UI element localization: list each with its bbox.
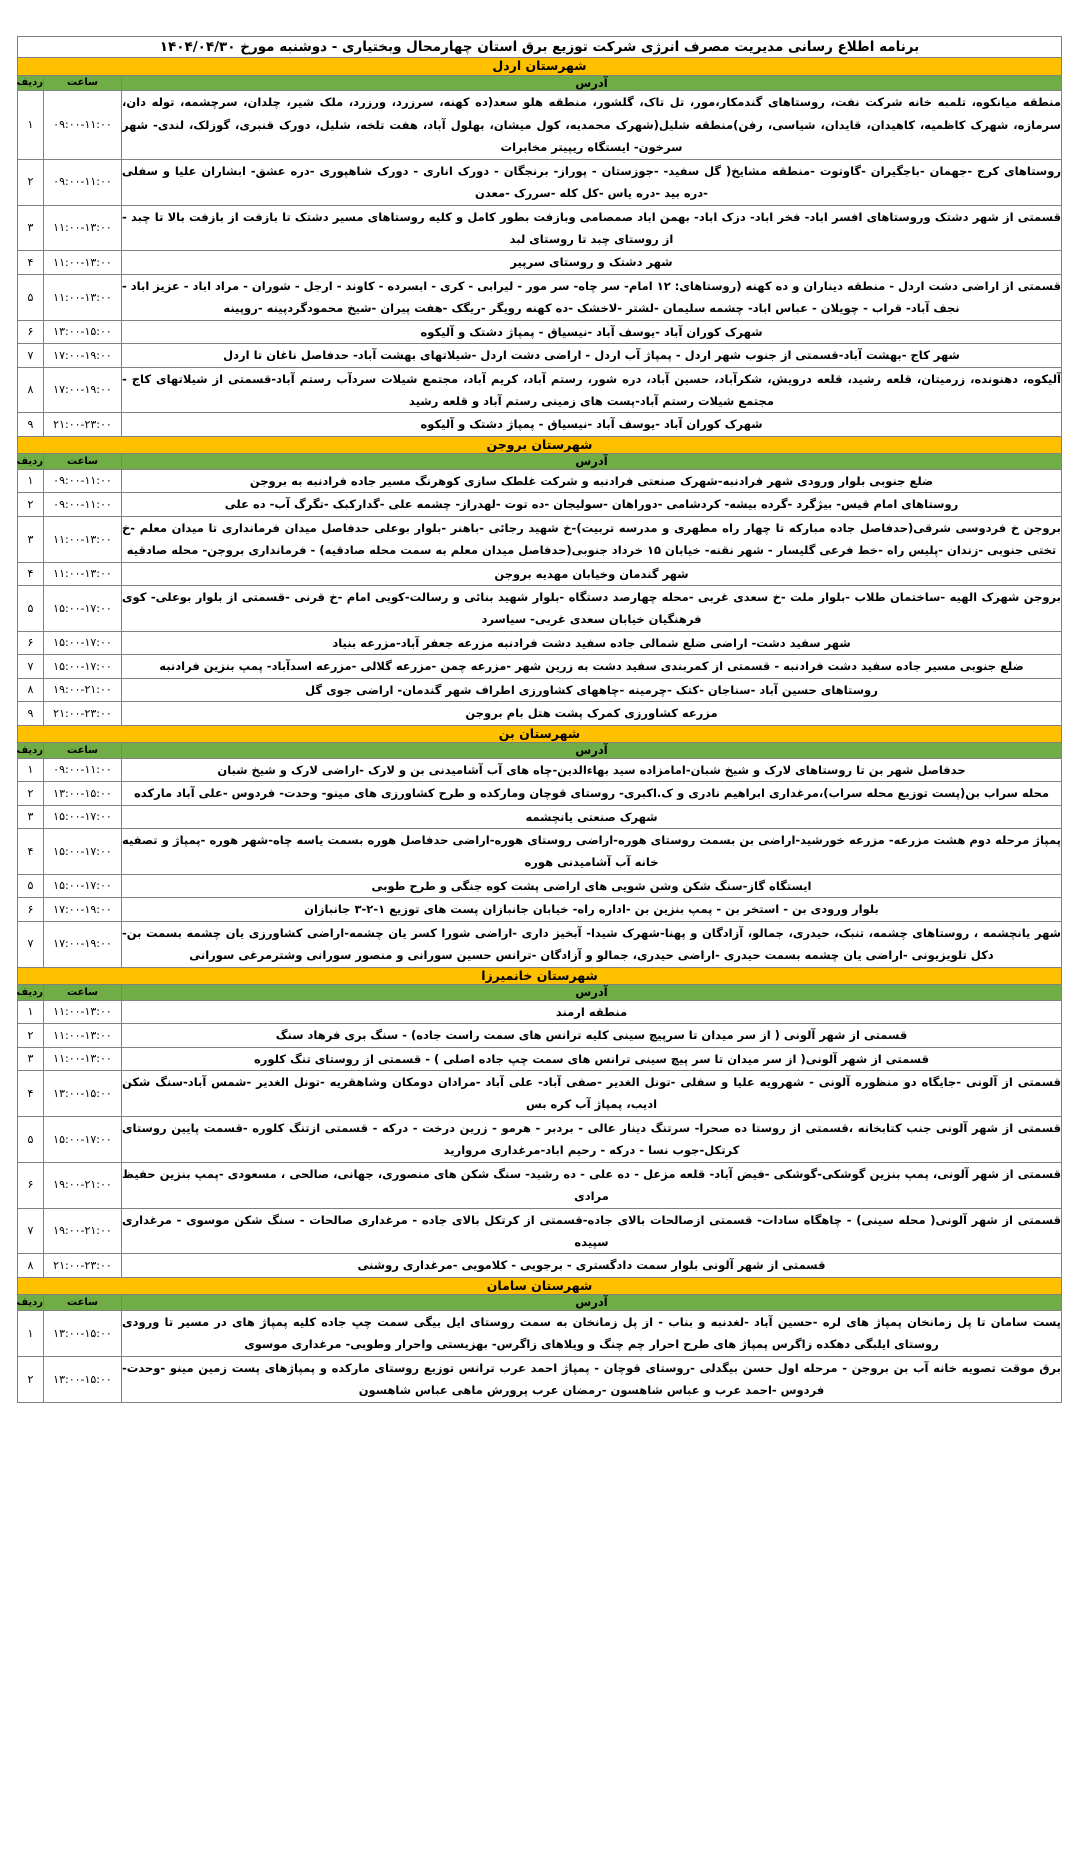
- column-header-index: ردیف: [17, 1295, 43, 1311]
- outage-address: منطقه ارمند: [122, 1000, 1062, 1023]
- column-header-index: ردیف: [17, 454, 43, 470]
- outage-address: شهر دشتک و روستای سرپیر: [122, 251, 1062, 274]
- column-header-index: ردیف: [17, 75, 43, 91]
- city-band-row: [17, 725, 1061, 742]
- outage-time: ۱۷:۰۰-۱۹:۰۰: [44, 367, 122, 413]
- outage-index: ۳: [17, 516, 43, 562]
- outage-index: ۲: [17, 159, 43, 205]
- column-header-address: آدرس: [122, 984, 1062, 1000]
- outage-time: ۱۳:۰۰-۱۵:۰۰: [44, 1356, 122, 1402]
- column-header-address: آدرس: [122, 742, 1062, 758]
- outage-address: قسمتی از شهر آلونی بلوار سمت دادگستری - برجویی - کلامویی -مرغداری روشنی: [122, 1254, 1062, 1277]
- column-header-row: [17, 454, 1061, 470]
- column-header-address: آدرس: [122, 454, 1062, 470]
- outage-time: ۱۵:۰۰-۱۷:۰۰: [44, 1116, 122, 1162]
- outage-address: بروجن شهرک الهیه -ساختمان طلاب -بلوار ملت -خ سعدی غربی -محله چهارصد دستگاه -بلوار شهید بنائی و رسالت-کویی امام -خ قرنی -قسمتی از بلوار بوعلی- کوی فرهنگیان خیابان سعدی غربی- سیاسرد: [122, 586, 1062, 632]
- table-row: [17, 91, 1061, 159]
- outage-index: ۴: [17, 562, 43, 585]
- table-row: [17, 678, 1061, 701]
- outage-index: ۹: [17, 413, 43, 436]
- table-row: [17, 344, 1061, 367]
- table-row: [17, 1356, 1061, 1402]
- outage-index: ۲: [17, 493, 43, 516]
- table-row: [17, 782, 1061, 805]
- outage-index: ۲: [17, 1356, 43, 1402]
- table-row: [17, 159, 1061, 205]
- table-row: [17, 921, 1061, 967]
- outage-index: ۳: [17, 805, 43, 828]
- outage-address: قسمتی از آلونی -جایگاه دو منظوره آلونی - شهرویه علیا و سفلی -تونل الغدیر -صفی آباد- علی آباد -مرادان دومکان وشاهقریه -تونل الغدیر -شمس آباد-سنگ شکن ادیب، پمپاژ آب کره بس: [122, 1071, 1062, 1117]
- table-row: [17, 205, 1061, 251]
- outage-index: ۱: [17, 469, 43, 492]
- city-band-row: [17, 58, 1061, 75]
- table-row: [17, 586, 1061, 632]
- table-row: [17, 805, 1061, 828]
- outage-address: محله سراب بن(پست توزیع محله سراب)،مرغداری ابراهیم نادری و ک.اکبری- روستای قوچان ومارکده و طرح کشاورزی های مینو- وحدت- فردوس -علی آباد مارکده: [122, 782, 1062, 805]
- table-row: [17, 562, 1061, 585]
- outage-time: ۱۳:۰۰-۱۵:۰۰: [44, 1311, 122, 1357]
- outage-index: ۱: [17, 758, 43, 781]
- column-header-time: ساعت: [44, 742, 122, 758]
- outage-index: ۶: [17, 320, 43, 343]
- table-row: [17, 631, 1061, 654]
- outage-time: ۱۱:۰۰-۱۳:۰۰: [44, 1047, 122, 1070]
- outage-index: ۷: [17, 655, 43, 678]
- outage-address: قسمتی از شهر آلونی، پمپ بنزین گوشکی-گوشکی -فیض آباد- قلعه مزعل - ده علی - ده رشید- سنگ شکن های منصوری، جهانی، صالحی ، مسعودی -پمپ بنزین حفیظ مرادی: [122, 1162, 1062, 1208]
- table-row: [17, 320, 1061, 343]
- outage-index: ۵: [17, 274, 43, 320]
- outage-address: برق موقت تصویه خانه آب بن بروجن - مرحله اول حسن بیگدلی -روستای قوچان - پمپاژ احمد عرب ترانس توزیع روستای مارکده و پمپاژهای پست زمین مینو -وحدت- فردوس -احمد عرب و عباس شاهسون -رمضان عرب پرورش ماهی عباس شاهسون: [122, 1356, 1062, 1402]
- outage-address: قسمتی از اراضی دشت اردل - منطقه دیناران و ده کهنه (روستاهای: ۱۲ امام- سر چاه- سر مور - لیرابی - کری - ابسرده - کاوند - ارجل - شوران - مراد اباد - عزیز اباد - نجف آباد- قراب - چویلان - عباس اباد- چشمه سلیمان -لشتر -لاخشک -ده کهنه رویگر -ریگک -هفت پیران -شیخ محمودگردپینه -روپینه: [122, 274, 1062, 320]
- table-row: [17, 829, 1061, 875]
- outage-address: شهر سفید دشت- اراضی ضلع شمالی جاده سفید دشت فرادنبه مزرعه جعفر آباد-مزرعه بنیاد: [122, 631, 1062, 654]
- outage-time: ۱۵:۰۰-۱۷:۰۰: [44, 631, 122, 654]
- column-header-row: [17, 75, 1061, 91]
- outage-time: ۲۱:۰۰-۲۳:۰۰: [44, 413, 122, 436]
- table-row: [17, 1024, 1061, 1047]
- outage-address: حدفاصل شهر بن تا روستاهای لارک و شیخ شبان-امامزاده سید بهاءالدین-چاه های آب آشامیدنی بن و لارک -اراضی لارک و شیخ شبان: [122, 758, 1062, 781]
- outage-address: شهر گندمان وخیابان مهدیه بروجن: [122, 562, 1062, 585]
- table-row: [17, 367, 1061, 413]
- outage-time: ۱۷:۰۰-۱۹:۰۰: [44, 344, 122, 367]
- table-row: [17, 413, 1061, 436]
- table-row: [17, 274, 1061, 320]
- outage-address: منطقه میانکوه، تلمبه خانه شرکت نفت، روستاهای گندمکار،مور، تل تاک، گلشور، منطقه هلو سعد(ده کهنه، سرزرد، ورزرد، ملک شیر، چلدان، سرچشمه، توله دان، سرمازه، شهرک کاظمیه، کاهیدان، قایدان، شیاسی، رفن)منطقه شلیل(شهرک محمدیه، کول میشان، بهلول آباد، هفت تلخه، شلیل، دورک قنبری، گوزلک، لندی- شهر سرخون- ایستگاه ریپیتر مخابرات: [122, 91, 1062, 159]
- outage-address: شهرک کوران آباد -یوسف آباد -نیسیاق - پمپاژ دشتک و آلیکوه: [122, 320, 1062, 343]
- outage-index: ۴: [17, 829, 43, 875]
- outage-time: ۲۱:۰۰-۲۳:۰۰: [44, 702, 122, 725]
- outage-time: ۱۹:۰۰-۲۱:۰۰: [44, 1208, 122, 1254]
- column-header-row: [17, 1295, 1061, 1311]
- outage-address: پست سامان تا پل زمانخان پمپاژ های لره -حسین آباد -لغدنبه و بناب - از پل زمانخان به سمت روستای ایل بیگی سمت چپ جاده کلیه پمپاژ های در مسیر تا ورودی روستای ایلبگی دهکده زاگرس پمپاژ های طرح احرار چم چنگ و ویلاهای زاگرس- بهزیستی واحرار وطوبی- مرغداری موسوی: [122, 1311, 1062, 1357]
- outage-address: ایستگاه گاز-سنگ شکن وشن شویی های اراضی پشت کوه جنگی و طرح طوبی: [122, 874, 1062, 897]
- outage-address: ضلع جنوبی بلوار ورودی شهر فرادنبه-شهرک صنعتی فرادنبه و شرکت غلطک سازی کوهرنگ مسیر جاده فرادنبه به بروجن: [122, 469, 1062, 492]
- table-row: [17, 1116, 1061, 1162]
- table-row: [17, 493, 1061, 516]
- outage-address: ضلع جنوبی مسیر جاده سفید دشت فرادنبه - قسمتی از کمربندی سفید دشت به زرین شهر -مزرعه چمن -مزرعه گلالی -مزرعه اسدآباد- پمپ بنزین فرادنبه: [122, 655, 1062, 678]
- outage-index: ۹: [17, 702, 43, 725]
- city-band-row: [17, 436, 1061, 453]
- outage-time: ۱۵:۰۰-۱۷:۰۰: [44, 655, 122, 678]
- table-row: [17, 1000, 1061, 1023]
- outage-address: شهر کاج -بهشت آباد-قسمتی از جنوب شهر اردل - پمپاژ آب اردل - اراضی دشت اردل -شیلاتهای بهشت آباد- حدفاصل ناغان تا اردل: [122, 344, 1062, 367]
- outage-time: ۱۱:۰۰-۱۳:۰۰: [44, 205, 122, 251]
- column-header-index: ردیف: [17, 984, 43, 1000]
- outage-time: ۱۱:۰۰-۱۳:۰۰: [44, 1000, 122, 1023]
- column-header-time: ساعت: [44, 75, 122, 91]
- city-band-row: [17, 1277, 1061, 1294]
- outage-index: ۲: [17, 782, 43, 805]
- outage-time: ۰۹:۰۰-۱۱:۰۰: [44, 91, 122, 159]
- outage-address: پمپاژ مرحله دوم هشت مزرعه- مزرعه خورشید-اراضی بن بسمت روستای هوره-اراضی روستای هوره-اراضی حدفاصل هوره بسمت یاسه چاه-شهر هوره -پمپاژ و تصفیه خانه آب آشامیدنی هوره: [122, 829, 1062, 875]
- outage-index: ۷: [17, 921, 43, 967]
- outage-address: روستاهای امام قیس- بیژگرد -گرده بیشه- کردشامی -دوراهان -سولیجان -ده توت -لهدراز- چشمه علی -گدارکبک -تگرگ آب- ده علی: [122, 493, 1062, 516]
- outage-address: بروجن خ فردوسی شرقی(حدفاصل جاده مبارکه تا چهار راه مطهری و مدرسه تربیت)-خ شهید رجائی -باهنر -بلوار بوعلی حدفاصل میدان فرمانداری تا میدان معلم -خ تختی جنوبی -زندان -پلیس راه -خط فرعی گلیسار - شهر نقنه- خیابان ۱۵ خرداد جنوبی(حدفاصل میدان معلم به سمت محله صادقیه) - فرمانداری بروجن- محله صادقیه: [122, 516, 1062, 562]
- city-name: شهرستان سامان: [17, 1277, 1061, 1294]
- outage-address: قسمتی از شهر آلونی( محله سینی) - چاهگاه سادات- قسمتی ازصالحات بالای جاده-قسمتی از کرتکل بالای جاده - مرغداری صالحات - سنگ شکن موسوی - مرغداری سپیده: [122, 1208, 1062, 1254]
- table-row: [17, 655, 1061, 678]
- outage-time: ۱۷:۰۰-۱۹:۰۰: [44, 898, 122, 921]
- outage-time: ۱۵:۰۰-۱۷:۰۰: [44, 874, 122, 897]
- column-header-row: [17, 984, 1061, 1000]
- city-name: شهرستان بن: [17, 725, 1061, 742]
- outage-index: ۸: [17, 1254, 43, 1277]
- city-name: شهرستان خانمیرزا: [17, 967, 1061, 984]
- table-row: [17, 702, 1061, 725]
- outage-time: ۱۱:۰۰-۱۳:۰۰: [44, 274, 122, 320]
- outage-time: ۱۱:۰۰-۱۳:۰۰: [44, 516, 122, 562]
- outage-address: روستاهای کرج -جهمان -باجگیران -گاوتوت -منطقه مشایخ( گل سفید- -جوزستان - پوراز- برنجگان - دورک اناری - دورک شاهپوری -دره عشق- ابشاران علیا و سفلی -دره بید -دره یاس -کل کله -سررک -معدن: [122, 159, 1062, 205]
- outage-address: قسمتی از شهر آلونی ( از سر میدان تا سرپیچ سینی کلیه ترانس های سمت راست جاده) - سنگ بری فرهاد سنگ: [122, 1024, 1062, 1047]
- column-header-time: ساعت: [44, 1295, 122, 1311]
- outage-index: ۶: [17, 1162, 43, 1208]
- table-row: [17, 469, 1061, 492]
- outage-address: بلوار ورودی بن - استخر بن - پمپ بنزین بن -اداره راه- خیابان جانبازان پست های توزیع ۱-۲-۳ جانبازان: [122, 898, 1062, 921]
- outage-index: ۸: [17, 367, 43, 413]
- outage-address: آلیکوه، دهنونده، زرمیتان، قلعه رشید، قلعه درویش، شکرآباد، حسین آباد، دره شور، رستم آباد، کریم آباد، مجتمع شیلات سردآب رستم آباد-قسمتی از شیلاتهای کاج - مجتمع شیلات رستم آباد-پست های زمینی رستم آباد و قلعه رشید: [122, 367, 1062, 413]
- outage-time: ۰۹:۰۰-۱۱:۰۰: [44, 758, 122, 781]
- table-row: [17, 1311, 1061, 1357]
- outage-time: ۱۹:۰۰-۲۱:۰۰: [44, 1162, 122, 1208]
- document-title-row: [17, 37, 1061, 58]
- city-band-row: [17, 967, 1061, 984]
- outage-time: ۱۵:۰۰-۱۷:۰۰: [44, 829, 122, 875]
- outage-time: ۱۹:۰۰-۲۱:۰۰: [44, 678, 122, 701]
- column-header-time: ساعت: [44, 984, 122, 1000]
- table-row: [17, 1254, 1061, 1277]
- outage-index: ۵: [17, 1116, 43, 1162]
- city-name: شهرستان بروجن: [17, 436, 1061, 453]
- column-header-address: آدرس: [122, 1295, 1062, 1311]
- outage-address: شهرک کوران آباد -یوسف آباد -نیسیاق - پمپاژ دشتک و آلیکوه: [122, 413, 1062, 436]
- column-header-address: آدرس: [122, 75, 1062, 91]
- outage-address: روستاهای حسین آباد -سناجان -کتک -چرمینه -چاههای کشاورزی اطراف شهر گندمان- اراضی جوی گل: [122, 678, 1062, 701]
- table-row: [17, 874, 1061, 897]
- document-title: برنامه اطلاع رسانی مدیریت مصرف انرژی شرکت توزیع برق استان چهارمحال وبختیاری - دوشنبه مورخ ۱۴۰۴/۰۴/۳۰: [17, 37, 1061, 58]
- outage-time: ۱۵:۰۰-۱۷:۰۰: [44, 586, 122, 632]
- outage-address: شهرک صنعتی یانچشمه: [122, 805, 1062, 828]
- outage-index: ۲: [17, 1024, 43, 1047]
- outage-index: ۴: [17, 1071, 43, 1117]
- outage-time: ۱۳:۰۰-۱۵:۰۰: [44, 320, 122, 343]
- outage-address: قسمتی از شهر دشتک وروستاهای افسر اباد- فخر اباد- دزک اباد- بهمن اباد صمصامی وبازفت بطور کامل و کلیه روستاهای مسیر دشتک تا بازفت از بازفت بالا تا چبد - از روستای چبد تا روستای لبد: [122, 205, 1062, 251]
- table-row: [17, 251, 1061, 274]
- outage-time: ۱۷:۰۰-۱۹:۰۰: [44, 921, 122, 967]
- outage-time: ۱۱:۰۰-۱۳:۰۰: [44, 251, 122, 274]
- column-header-index: ردیف: [17, 742, 43, 758]
- outage-time: ۱۳:۰۰-۱۵:۰۰: [44, 1071, 122, 1117]
- outage-index: ۵: [17, 874, 43, 897]
- column-header-time: ساعت: [44, 454, 122, 470]
- outage-index: ۵: [17, 586, 43, 632]
- outage-time: ۱۳:۰۰-۱۵:۰۰: [44, 782, 122, 805]
- outage-index: ۴: [17, 251, 43, 274]
- city-name: شهرستان اردل: [17, 58, 1061, 75]
- outage-time: ۱۱:۰۰-۱۳:۰۰: [44, 1024, 122, 1047]
- outage-time: ۱۵:۰۰-۱۷:۰۰: [44, 805, 122, 828]
- outage-index: ۱: [17, 1000, 43, 1023]
- table-row: [17, 758, 1061, 781]
- table-row: [17, 1071, 1061, 1117]
- table-row: [17, 898, 1061, 921]
- outage-index: ۳: [17, 1047, 43, 1070]
- table-row: [17, 1208, 1061, 1254]
- outage-index: ۶: [17, 898, 43, 921]
- outage-index: ۷: [17, 1208, 43, 1254]
- outage-index: ۳: [17, 205, 43, 251]
- outage-index: ۱: [17, 1311, 43, 1357]
- outage-time: ۰۹:۰۰-۱۱:۰۰: [44, 159, 122, 205]
- column-header-row: [17, 742, 1061, 758]
- outage-index: ۷: [17, 344, 43, 367]
- outage-index: ۶: [17, 631, 43, 654]
- outage-time: ۱۱:۰۰-۱۳:۰۰: [44, 562, 122, 585]
- outage-schedule-table: [17, 36, 1062, 1403]
- outage-address: قسمتی از شهر آلونی جنب کتابخانه ،قسمتی از روستا ده صحرا- سرتنگ دینار عالی - بردبر - هرمو - زرین درخت - درکه - قسمتی ازتنگ کلوره -قسمت پایین روستای کرتکل-جوب نسا - درکه - رحیم اباد-مرغداری مروارید: [122, 1116, 1062, 1162]
- table-row: [17, 1047, 1061, 1070]
- table-row: [17, 516, 1061, 562]
- outage-time: ۰۹:۰۰-۱۱:۰۰: [44, 469, 122, 492]
- table-row: [17, 1162, 1061, 1208]
- outage-time: ۰۹:۰۰-۱۱:۰۰: [44, 493, 122, 516]
- outage-address: مزرعه کشاورزی کمرک پشت هتل بام بروجن: [122, 702, 1062, 725]
- outage-address: قسمتی از شهر آلونی( از سر میدان تا سر پیچ سینی ترانس های سمت چپ جاده اصلی ) - قسمتی از روستای تنگ کلوره: [122, 1047, 1062, 1070]
- outage-index: ۱: [17, 91, 43, 159]
- outage-time: ۲۱:۰۰-۲۳:۰۰: [44, 1254, 122, 1277]
- outage-address: شهر یانچشمه ، روستاهای چشمه، تنبک، حیدری، جمالو، آزادگان و پهنا-شهرک شیدا- آبخیز داری -اراضی شورا کسر یان چشمه-اراضی کشاورزی یان چشمه بسمت بن-دکل تلویزیونی -اراضی یان چشمه بسمت حیدری -اراضی حیدری، جمالو و آزادگان -ترانس حسین سورانی و منصور سورانی وشترمرغی سورانی: [122, 921, 1062, 967]
- outage-index: ۸: [17, 678, 43, 701]
